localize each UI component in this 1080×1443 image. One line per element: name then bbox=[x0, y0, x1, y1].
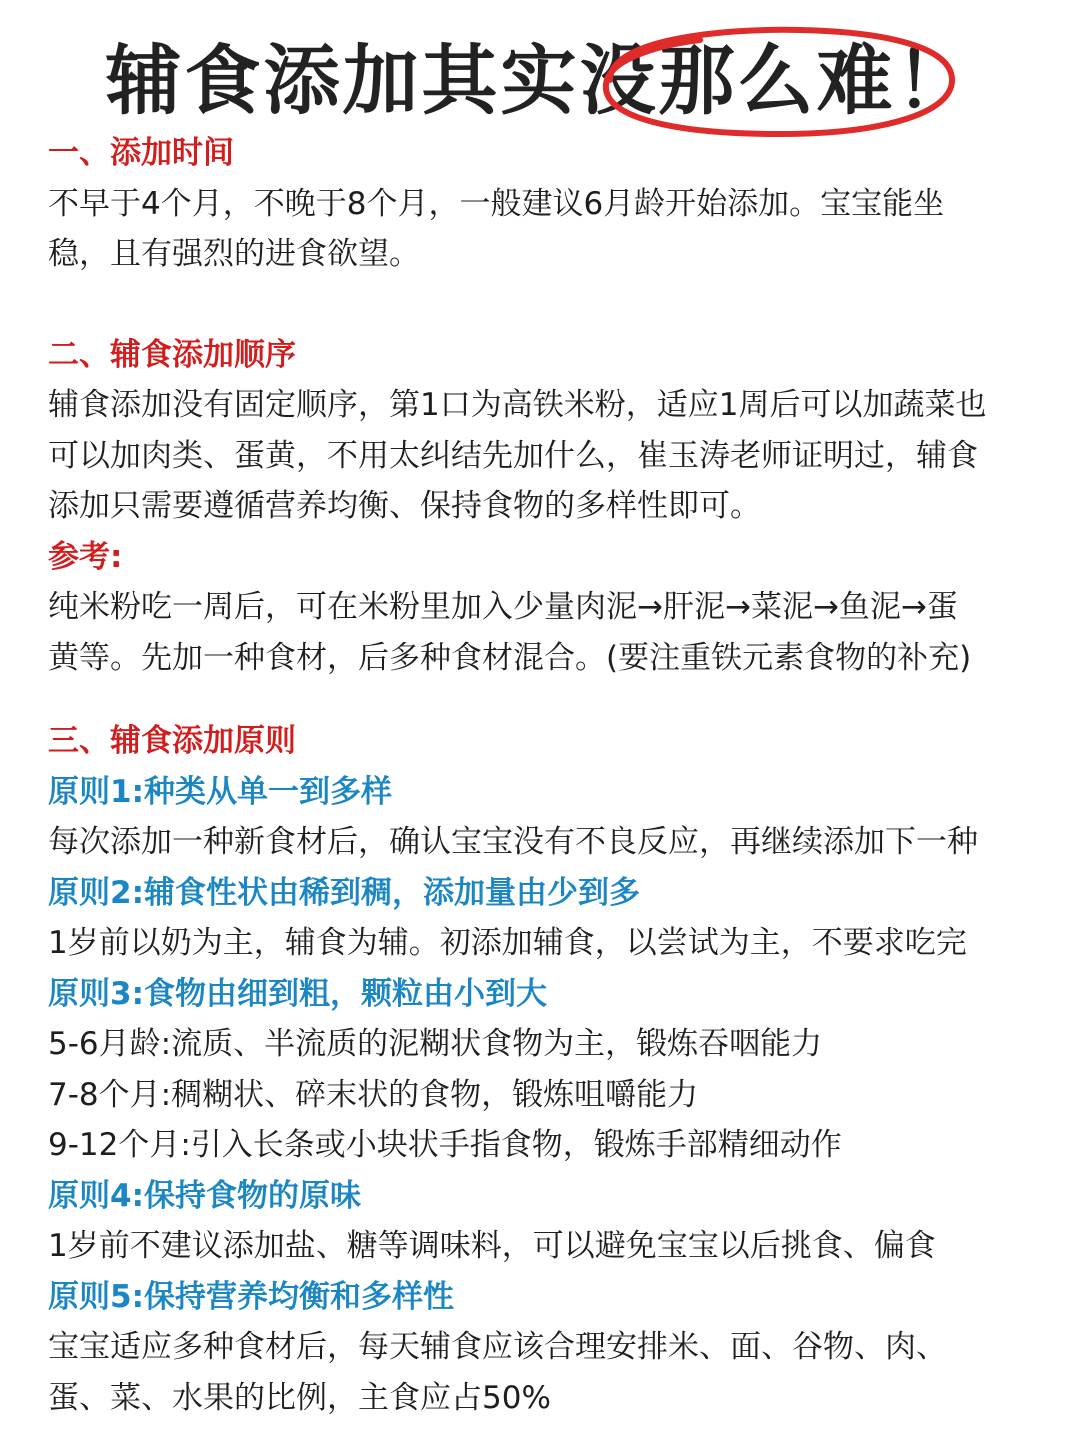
title-area bbox=[0, 22, 1080, 132]
principle3-text-line: 7-8个月:稠糊状、碎末状的食物，锻炼咀嚼能力 bbox=[48, 1076, 699, 1113]
section2-text-line: 添加只需要遵循营养均衡、保持食物的多样性即可。 bbox=[48, 488, 761, 524]
spacer bbox=[48, 683, 1048, 716]
principle1-heading: 原则1:种类从单一到多样 bbox=[48, 773, 392, 810]
reference-text-line: 黄等。先加一种食材，后多种食材混合。(要注重铁元素食物的补充) bbox=[48, 639, 972, 676]
principle3-text-line: 5-6月龄:流质、半流质的泥糊状食物为主，锻炼吞咽能力 bbox=[48, 1026, 823, 1062]
principle2-text-line: 1岁前以奶为主，辅食为辅。初添加辅食，以尝试为主，不要求吃完 bbox=[48, 925, 967, 961]
hand-drawn-circle-icon bbox=[580, 22, 970, 142]
article-body bbox=[48, 128, 1048, 1423]
section2-heading: 二、辅食添加顺序 bbox=[48, 336, 296, 373]
section2-text-line: 辅食添加没有固定顺序，第1口为高铁米粉，适应1周后可以加蔬菜也 bbox=[48, 387, 987, 423]
principle4-text-line: 1岁前不建议添加盐、糖等调味料，可以避免宝宝以后挑食、偏食 bbox=[48, 1228, 936, 1264]
principle3-heading: 原则3:食物由细到粗，颗粒由小到大 bbox=[48, 975, 547, 1012]
reference-text-line: 纯米粉吃一周后，可在米粉里加入少量肉泥→肝泥→菜泥→鱼泥→蛋 bbox=[48, 589, 958, 625]
section1-text-line: 不早于4个月，不晚于8个月，一般建议6月龄开始添加。宝宝能坐 bbox=[48, 185, 945, 222]
principle5-heading: 原则5:保持营养均衡和多样性 bbox=[48, 1278, 454, 1315]
principle4-heading: 原则4:保持食物的原味 bbox=[48, 1177, 361, 1214]
reference-heading: 参考: bbox=[48, 538, 123, 575]
principle2-heading: 原则2:辅食性状由稀到稠，添加量由少到多 bbox=[48, 874, 640, 911]
section1-text-line: 稳，且有强烈的进食欲望。 bbox=[48, 236, 420, 272]
principle5-text-line: 蛋、菜、水果的比例，主食应占50% bbox=[48, 1379, 551, 1416]
section3-heading: 三、辅食添加原则 bbox=[48, 723, 296, 759]
spacer bbox=[48, 280, 1048, 330]
page-title: 辅食添加其实没那么难！ bbox=[105, 36, 975, 125]
principle5-text-line: 宝宝适应多种食材后，每天辅食应该合理安排米、面、谷物、肉、 bbox=[48, 1329, 947, 1365]
section2-text-line: 可以加肉类、蛋黄，不用太纠结先加什么，崔玉涛老师证明过，辅食 bbox=[48, 437, 978, 474]
principle3-text-line: 9-12个月:引入长条或小块状手指食物，锻炼手部精细动作 bbox=[48, 1127, 842, 1163]
principle1-text-line: 每次添加一种新食材后，确认宝宝没有不良反应，再继续添加下一种 bbox=[48, 824, 978, 860]
section1-heading: 一、添加时间 bbox=[48, 135, 234, 171]
